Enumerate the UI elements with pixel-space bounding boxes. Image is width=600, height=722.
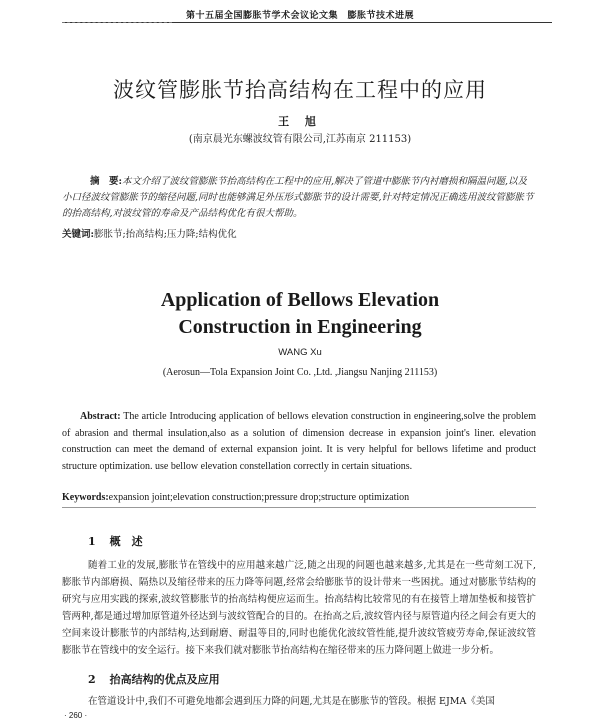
- section-1-heading: [88, 533, 143, 549]
- title-cn: 波纹管膨胀节抬高结构在工程中的应用: [113, 78, 487, 102]
- keywords-en: [62, 492, 536, 503]
- keywords-cn-text: 膨胀节;抬高结构;压力降;结构优化: [94, 229, 237, 240]
- author-en: WANG Xu: [278, 347, 322, 358]
- abstract-cn-label: 摘 要:: [90, 176, 123, 187]
- keywords-underline: [62, 507, 536, 508]
- affiliation-cn: (南京晨光东螺波纹管有限公司,江苏南京 211153): [188, 134, 412, 145]
- page-number: · 260 ·: [64, 711, 88, 720]
- section-2-number: 2: [88, 673, 96, 686]
- section-1-body: 随着工业的发展,膨胀节在管线中的应用越来越广泛,随之出现的问题也越来越多,尤其是在一些苛刻工况下,膨胀节内部磨损、隔热以及缩径带来的压力降等问题,经常会给膨胀节的设计带来一些困扰。通过对膨胀节结构的研究与应用实践的探索,波纹管膨胀节的抬高结构便应运而生。抬高结构比较常见的有在接管上增加垫板和接管扩管两种,都是通过增加原管道外径达到与波纹管配合的目的。在抬高之后,波纹管内径与原管道内径之间会有更大的空间来设计膨胀节的内部结构,达到耐磨、耐温等目的,同时也能优化波纹管性能,提升波纹管疲劳寿命,保证波纹管膨胀节在管线中的安全运行。接下来我们就对膨胀节抬高结构在缩径带来的压力降问题上做进一步分析。: [62, 560, 536, 656]
- keywords-en-text: expansion joint;elevation construction;pressure drop;structure optimization: [108, 492, 410, 503]
- header-rule-dashed: [62, 22, 172, 23]
- title-en: [0, 287, 600, 341]
- abstract-cn: [62, 174, 536, 222]
- running-head: 第十五届全国膨胀节学术会议论文集 膨胀节技术进展: [185, 11, 414, 21]
- keywords-cn-label: 关键词:: [62, 229, 95, 240]
- section-2-title: 抬高结构的优点及应用: [109, 673, 220, 686]
- section-1-title: 概 述: [109, 535, 143, 548]
- keywords-cn: [62, 226, 536, 240]
- keywords-en-label: Keywords:: [62, 492, 109, 503]
- title-en-line2: Construction in Engineering: [178, 316, 422, 338]
- section-1-number: 1: [88, 535, 96, 548]
- abstract-en-text: The article Introducing application of bellows elevation construction in engineering,solve the problem of abrasion and thermal insulation,also as a solution of dimension decrease in expansion joint's liner. elevation construction can meet the demand of external expansion joint. It is very helpful for bellows lifetime and product structure optimization. use bellow elevation constellation correctly in certain situations.: [62, 411, 536, 472]
- title-en-line1: Application of Bellows Elevation: [160, 289, 440, 311]
- abstract-cn-text: 本文介绍了波纹管膨胀节抬高结构在工程中的应用,解决了管道中膨胀节内衬磨损和隔温问题,以及小口径波纹管膨胀节的缩径问题,同时也能够满足外压形式膨胀节的设计需要,针对特定情况正确选用波纹管膨胀节的抬高结构,对波纹管的寿命及产品结构优化有很大帮助。: [62, 176, 534, 219]
- section-2-body: 在管道设计中,我们不可避免地都会遇到压力降的问题,尤其是在膨胀节的管段。根据 EJMA《美国: [88, 696, 495, 707]
- affiliation-en: (Aerosun—Tola Expansion Joint Co. ,Ltd. ,Jiangsu Nanjing 211153): [162, 367, 438, 378]
- section-2-heading: [88, 671, 220, 687]
- abstract-en-label: Abstract:: [80, 411, 121, 422]
- abstract-en: [62, 409, 536, 475]
- author-cn: 王 旭: [278, 115, 322, 128]
